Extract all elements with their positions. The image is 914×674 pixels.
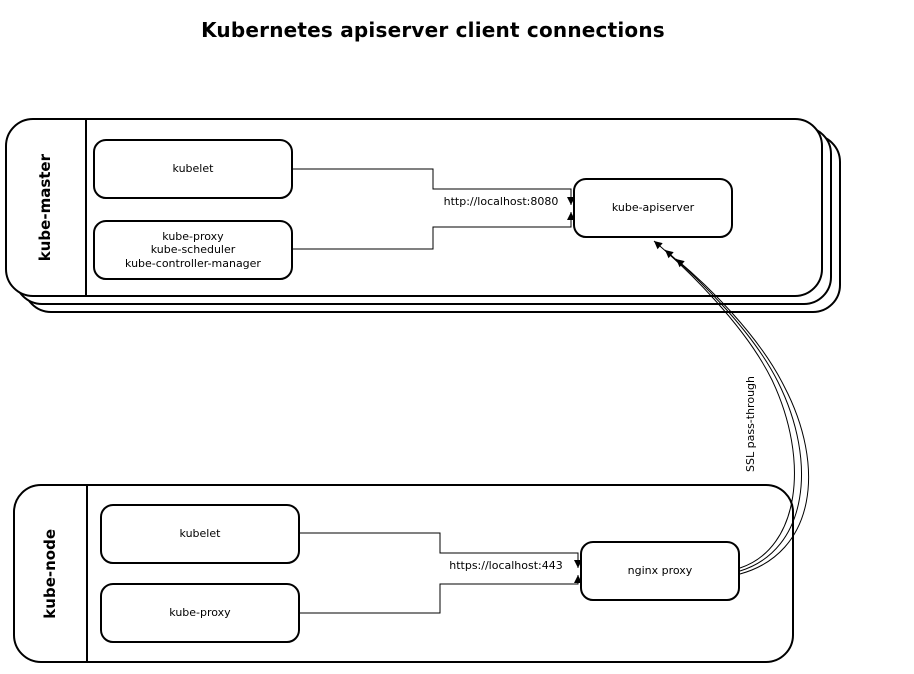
- diagram-title: Kubernetes apiserver client connections: [201, 18, 665, 42]
- node-kube-proxy-label: kube-proxy: [169, 606, 231, 620]
- ssl-pass-through-label: SSL pass-through: [744, 376, 757, 472]
- http-localhost-8080-edge-label: http://localhost:8080: [443, 195, 559, 208]
- master-kubelet-box: [93, 139, 293, 199]
- master-services-box: [93, 220, 293, 280]
- nginx-proxy-label: nginx proxy: [627, 564, 693, 578]
- node-kubelet-label: kubelet: [179, 527, 221, 541]
- node-kube-proxy-box: [100, 583, 300, 643]
- kube-apiserver-box: [573, 178, 733, 238]
- kube-master-label: kube-master: [36, 153, 54, 262]
- kube-node-divider: [86, 486, 88, 661]
- kube-node-label: kube-node: [40, 528, 59, 619]
- master-kubelet-label: kubelet: [172, 162, 214, 176]
- https-localhost-443-edge-label: https://localhost:443: [449, 559, 563, 572]
- nginx-proxy-box: [580, 541, 740, 601]
- master-services-line-3: kube-controller-manager: [125, 256, 261, 270]
- kube-node-label-area: [13, 484, 86, 663]
- node-kubelet-box: [100, 504, 300, 564]
- master-services-line-2: kube-scheduler: [150, 243, 236, 257]
- kube-apiserver-label: kube-apiserver: [611, 201, 695, 215]
- ssl-pass-through-label-area: [742, 370, 759, 478]
- kube-master-label-area: [5, 118, 85, 297]
- kube-master-divider: [85, 120, 87, 295]
- master-services-line-1: kube-proxy: [162, 229, 224, 243]
